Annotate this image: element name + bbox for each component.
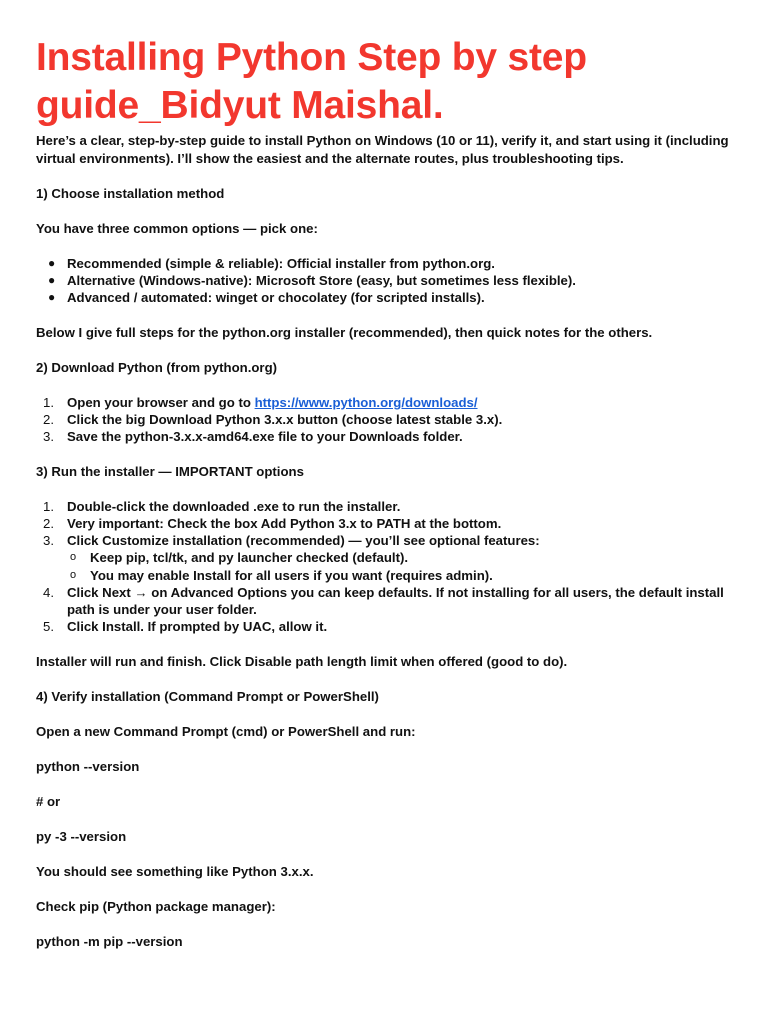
list-item: ● Recommended (simple & reliable): Official installer from python.org. bbox=[48, 255, 495, 271]
circle-bullet-icon: o bbox=[70, 568, 77, 581]
pip-check-lead: Check pip (Python package manager): bbox=[36, 898, 276, 914]
command-line: python --version bbox=[36, 758, 140, 774]
list-item: 2. Very important: Check the box Add Python 3.x to PATH at the bottom. bbox=[43, 515, 502, 531]
options-list bbox=[36, 255, 732, 307]
command-comment: # or bbox=[36, 793, 61, 809]
list-item: 5. Click Install. If prompted by UAC, allow it. bbox=[43, 619, 328, 635]
download-steps-list bbox=[36, 394, 732, 446]
bullet-icon: ● bbox=[48, 289, 56, 304]
section-1-heading: 1) Choose installation method bbox=[36, 185, 225, 201]
section-4-heading: 4) Verify installation (Command Prompt or PowerShell) bbox=[36, 688, 379, 704]
list-item: o Keep pip, tcl/tk, and py launcher checked (default). bbox=[70, 550, 409, 566]
list-item: 4. Click Next → on Advanced Options you can keep defaults. If not installing for all users, the default install path is under your user folder. bbox=[43, 584, 724, 617]
optional-features-list bbox=[36, 549, 732, 583]
expected-output-text: You should see something like Python 3.x.x. bbox=[36, 863, 314, 879]
command-line: python -m pip --version bbox=[36, 933, 183, 949]
list-item: 1. Double-click the downloaded .exe to run the installer. bbox=[43, 498, 401, 514]
list-item: o You may enable Install for all users if you want (requires admin). bbox=[70, 567, 493, 583]
intro-paragraph: Here’s a clear, step-by-step guide to install Python on Windows (10 or 11), verify it, and start using it (including virtual environments). I’ll show the easiest and the alternate routes, plus troubleshooting tips. bbox=[36, 133, 729, 166]
section-1-lead: You have three common options — pick one: bbox=[36, 220, 318, 236]
bullet-icon: ● bbox=[48, 255, 56, 270]
section-1-after: Below I give full steps for the python.org installer (recommended), then quick notes for the others. bbox=[36, 324, 653, 340]
python-downloads-link[interactable]: https://www.python.org/downloads/ bbox=[254, 394, 478, 410]
section-3-after: Installer will run and finish. Click Disable path length limit when offered (good to do). bbox=[36, 653, 568, 669]
list-item: 3. Click Customize installation (recommended) — you’ll see optional features: o Keep pip, tcl/tk, and py launcher checked (default). o You may enable Install for all users if you want (requires admin). bbox=[36, 532, 732, 584]
list-item: 2. Click the big Download Python 3.x.x button (choose latest stable 3.x). bbox=[43, 411, 503, 427]
section-2-heading: 2) Download Python (from python.org) bbox=[36, 359, 278, 375]
circle-bullet-icon: o bbox=[70, 551, 77, 564]
document-title: Installing Python Step by step guide_Bidyut Maishal. bbox=[36, 36, 587, 127]
bullet-icon: ● bbox=[48, 272, 56, 287]
section-3-heading: 3) Run the installer — IMPORTANT options bbox=[36, 463, 304, 479]
list-item: 1. Open your browser and go to https://www.python.org/downloads/ bbox=[43, 394, 478, 410]
list-item: 3. Save the python-3.x.x-amd64.exe file to your Downloads folder. bbox=[43, 429, 463, 445]
command-line: py -3 --version bbox=[36, 828, 127, 844]
list-item: ● Advanced / automated: winget or chocolatey (for scripted installs). bbox=[48, 289, 485, 305]
list-item: ● Alternative (Windows-native): Microsoft Store (easy, but sometimes less flexible). bbox=[48, 272, 576, 288]
section-4-lead: Open a new Command Prompt (cmd) or PowerShell and run: bbox=[36, 723, 416, 739]
installer-steps-list bbox=[36, 498, 732, 636]
